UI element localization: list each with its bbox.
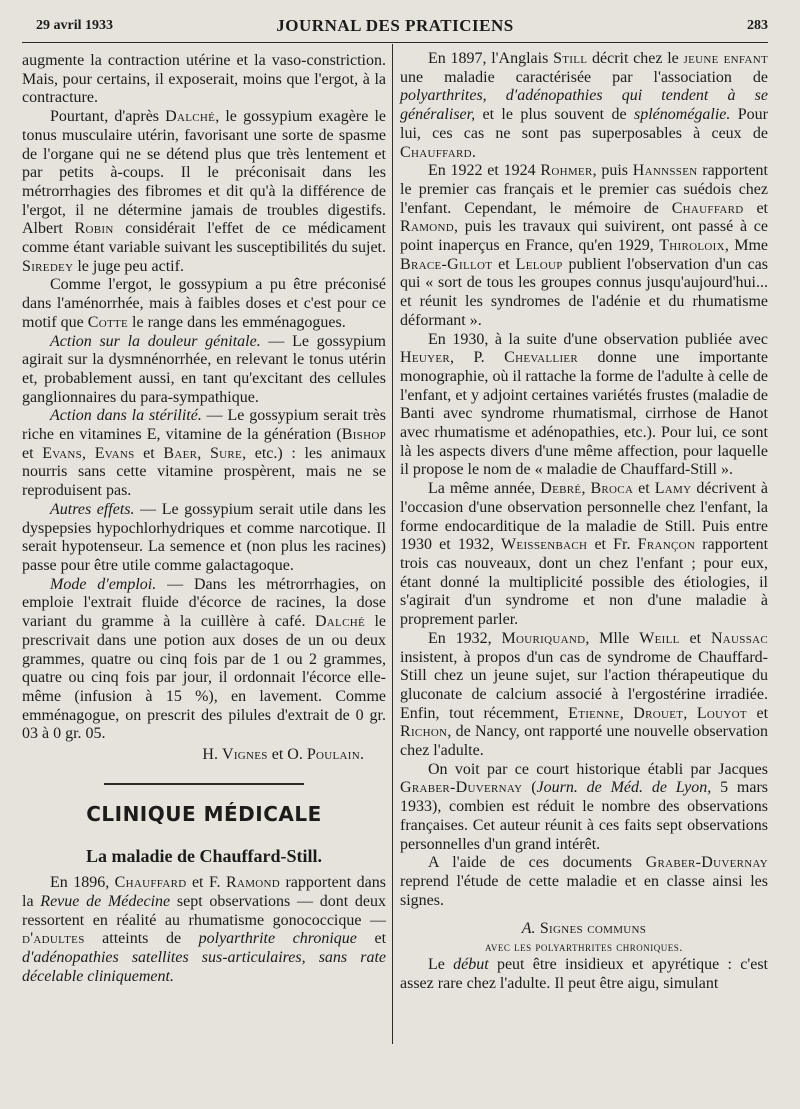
subsection-heading: A. Signes communs avec les polyarthrites chroniques. [485, 920, 683, 955]
paragraph: A l'aide de ces documents Graber-Duvernay reprend l'étude de cette maladie et en classe ainsi les signes. [400, 854, 768, 909]
paragraph: En 1897, l'Anglais Still décrit chez le jeune enfant une maladie caractérisée par l'association de polyarthrites, d'adénopathies qui tendent à se généraliser, et le plus souvent de splénomégalie. Pour lui, ces cas ne sont pas superposables à ceux de Chauffard. [400, 50, 769, 161]
paragraph: Le début peut être insidieux et apyrétique : c'est assez rare chez l'adulte. Il peut être aigu, simulant [400, 956, 768, 993]
column-divider [392, 44, 393, 1044]
paragraph-lead: Action dans la stérilité. [50, 407, 202, 425]
running-header [22, 14, 768, 36]
journal-title: JOURNAL DES PRATICIENS [276, 16, 514, 35]
author-name: Robin [74, 220, 114, 238]
paragraph: En 1896, Chauffard et F. Ramond rapportent dans la Revue de Médecine sept observations — dont deux ressortent en réalité au rhumatisme gonococcique — d'adultes atteints de polyarthrite chronique et d'adénopathies satellites sus-articulaires, sans rate décelable cliniquement. [22, 874, 387, 985]
paragraph-lead: Mode d'emploi. [50, 575, 157, 593]
paragraph: Comme l'ergot, le gossypium a pu être préconisé dans l'aménorrhée, mais à faibles doses et c'est pour ce motif que Cotte le range dans les emménagogues. [22, 276, 386, 331]
paragraph-lead: Autres effets. [50, 500, 135, 518]
paragraph: Action dans la stérilité. — Le gossypium serait très riche en vitamines E, vitamine de la génération (Bishop et Evans, Evans et Baer, Sure, etc.) : les animaux nourris sans cette vitamine prospèrent, mais ne se reproduisent pas. [22, 407, 387, 500]
header-rule [22, 42, 768, 43]
paragraph: En 1922 et 1924 Rohmer, puis Hannssen rapportent le premier cas français et le premier cas suédois chez l'enfant. Cependant, le mémoire de Chauffard et Ramond, puis les travaux qui suivirent, ont passé à ce point inaperçus en France, qu'en 1929, Thiroloix, Mme Brace-Gillot et Leloup publient l'observation d'un cas qui « sort de tous les groupes connus jusqu'aujourd'hui... et réunit les syndromes de l'adénie et du rhumatisme déformant ». [400, 162, 768, 329]
paragraph: En 1930, à la suite d'une observation publiée avec Heuyer, P. Chevallier donne une importante monographie, où il rattache la forme de l'adulte à celle de l'enfant, et y adjoint certaines variétés frustes (maladie de Banti avec syndrome rhumatismal, cirrhose de Hanot avec rhumatisme et adénopathies, etc.). Pour lui, ce sont là les aspects divers d'une même affection, pour laquelle il propose le nom de « maladie de Chauffard-Still ». [400, 330, 769, 479]
right-column [400, 50, 768, 994]
paragraph: On voit par ce court historique établi par Jacques Graber-Duvernay (Journ. de Méd. de Lyon, 5 mars 1933), combien est réduit le nombre des observations françaises. Cet auteur réunit à ces faits sept observations personnelles d'un grand intérêt. [400, 760, 768, 853]
section-title: CLINIQUE MÉDICALE [86, 801, 322, 826]
page-number: 283 [747, 18, 768, 33]
paragraph: Pourtant, d'après Dalché, le gossypium exagère le tonus musculaire utérin, favorisant une sorte de spasme de l'organe qui ne se détend plus que très lentement et par petits à-coups. Il le préconisait dans les métrorrhagies des fibromes et dit qu'à la différence de l'ergot, il ne détermine jamais de troubles digestifs. Albert Robin considérait l'effet de ce médicament comme étant variable suivant les susceptibilités du sujet. Siredey le juge peu actif. [22, 108, 386, 275]
paragraph: En 1932, Mouriquand, Mlle Weill et Naussac insistent, à propos d'un cas de syndrome de Chauffard-Still chez un jeune sujet, sur l'action thérapeutique du gluconate de calcium associé à l'ergostérine irradiée. Enfin, tout récemment, Etienne, Drouet, Louyot et Richon, de Nancy, ont rapporté une nouvelle observation chez l'adulte. [400, 629, 769, 760]
author-name: Siredey [22, 257, 74, 275]
left-column [22, 52, 386, 986]
section-rule [104, 783, 304, 785]
header-date: 29 avril 1933 [36, 18, 113, 33]
paragraph: augmente la contraction utérine et la vaso-constriction. Mais, pour certains, il exposerait, moins que l'ergot, à la contracture. [22, 52, 386, 107]
paragraph: Autres effets. — Le gossypium serait utile dans les dyspepsies hypochlorhydriques et comme narcotique. Il serait hypotenseur. La semence et (non plus les racines) passe pour être utile comme galactagoque. [22, 500, 386, 574]
paragraph-lead: Action sur la douleur génitale. [50, 332, 261, 350]
article-signature: H. Vignes et O. Poulain. [202, 746, 364, 764]
author-name: Dalché [165, 108, 216, 126]
paragraph: La même année, Debré, Broca et Lamy décrivent à l'occasion d'une observation personnelle chez l'enfant, la forme endocarditique de la maladie de Still. Puis entre 1930 et 1932, Weissenbach et Fr. Françon rapportent trois cas nouveaux, dont un chez l'enfant ; pour eux, étant donné la multiplicité possible des étiologies, il s'agirait d'un syndrome et non d'une maladie à proprement parler. [400, 480, 769, 629]
paragraph: Mode d'emploi. — Dans les métrorrhagies, on emploie l'extrait fluide d'écorce de racines, la dose variant du gramme à la cuillère à café. Dalché le prescrivait dans une potion aux doses de un ou deux grammes, quatre ou cinq fois par de 1 ou 2 grammes, quatre ou cinq fois par jour, il ordonnait l'écorce elle-même (infusion à 15 %), en lavement. Comme emménagogue, on prescrit des pilules d'extrait de 0 gr. 03 à 0 gr. 05. [22, 575, 386, 743]
author-name: Cotte [87, 313, 129, 331]
article-title: La maladie de Chauffard-Still. [85, 846, 322, 867]
paragraph: Action sur la douleur génitale. — Le gossypium agirait sur la dysmnénorrhée, en relevant le tonus utérin et, probablement aussi, en tant qu'excitant des cellules ganglionnaires du para-sympathique. [22, 332, 386, 406]
